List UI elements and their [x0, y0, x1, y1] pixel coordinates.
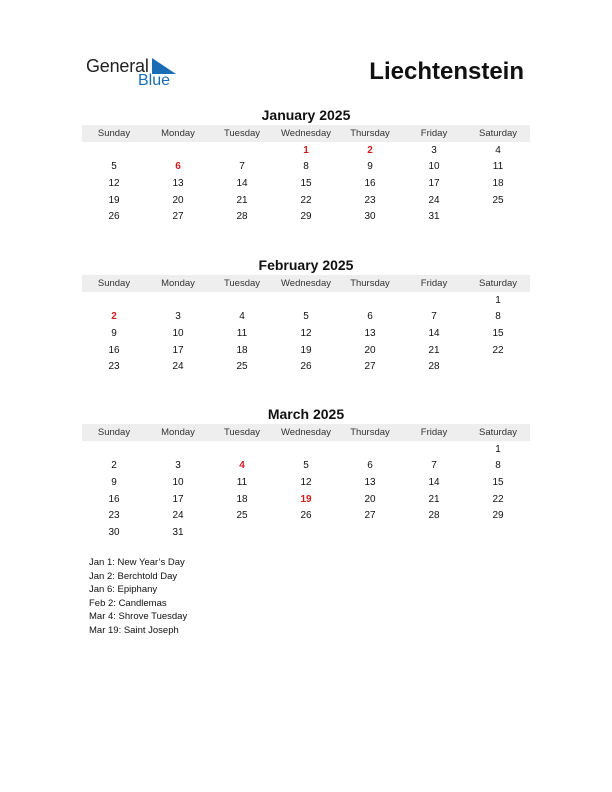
day-cell: 24: [172, 361, 184, 373]
weekday-label: Saturday: [478, 427, 518, 438]
week-row: [82, 142, 530, 159]
week-row: [82, 474, 530, 491]
weekday-label: Saturday: [478, 128, 518, 139]
day-cell: 5: [111, 161, 117, 173]
weekday-header-row: [82, 125, 530, 142]
day-cell: 8: [495, 311, 501, 323]
day-cell: 12: [108, 177, 120, 189]
day-cell: 12: [300, 476, 312, 488]
day-cell: 11: [492, 161, 504, 173]
week-row: [82, 342, 530, 359]
day-cell: 19: [300, 493, 312, 505]
day-cell: 26: [108, 211, 120, 223]
day-cell: 24: [428, 194, 440, 206]
day-cell: 25: [492, 194, 504, 206]
day-cell: 24: [172, 510, 184, 522]
generalblue-logo: [86, 56, 196, 92]
day-cell: 13: [364, 327, 376, 339]
holiday-item: Mar 4: Shrove Tuesday: [89, 611, 188, 622]
weekday-label: Saturday: [478, 278, 518, 289]
day-cell: 10: [428, 161, 440, 173]
day-cell: 17: [172, 344, 184, 356]
day-cell: 15: [300, 177, 312, 189]
weekday-label: Sunday: [97, 128, 131, 139]
holiday-item: Jan 1: New Year’s Day: [89, 557, 185, 568]
logo-blue-text: Blue: [138, 72, 171, 89]
day-cell: 21: [236, 194, 248, 206]
day-cell: 22: [300, 194, 312, 206]
day-cell: 6: [367, 311, 373, 323]
day-cell: 11: [236, 476, 248, 488]
day-cell: 28: [236, 211, 248, 223]
day-cell: 6: [367, 460, 373, 472]
weekday-label: Thursday: [350, 128, 390, 139]
day-cell: 2: [111, 460, 117, 472]
day-cell: 18: [492, 177, 504, 189]
week-row: [82, 192, 530, 209]
weekday-label: Thursday: [350, 427, 390, 438]
day-cell: 21: [428, 493, 440, 505]
day-cell: 14: [428, 476, 440, 488]
day-cell: 15: [492, 476, 504, 488]
day-cell: 15: [492, 327, 504, 339]
month-title: March 2025: [267, 406, 345, 422]
day-cell: 14: [236, 177, 248, 189]
day-cell: 18: [236, 344, 248, 356]
day-cell: 23: [108, 361, 120, 373]
day-cell: 1: [495, 443, 501, 455]
day-cell: 1: [495, 294, 501, 306]
day-cell: 8: [303, 161, 309, 173]
weekday-label: Wednesday: [281, 128, 331, 139]
weekday-label: Friday: [420, 427, 448, 438]
day-cell: 7: [431, 460, 437, 472]
day-cell: 1: [303, 144, 309, 156]
day-cell: 9: [367, 161, 373, 173]
day-cell: 2: [111, 311, 117, 323]
day-cell: 9: [111, 476, 117, 488]
day-cell: 20: [364, 344, 376, 356]
day-cell: 25: [236, 510, 248, 522]
weekday-label: Wednesday: [281, 278, 331, 289]
day-cell: 27: [364, 361, 376, 373]
day-cell: 23: [108, 510, 120, 522]
weekday-label: Monday: [161, 128, 195, 139]
week-row: [82, 507, 530, 524]
day-cell: 31: [172, 526, 184, 538]
week-row: [82, 292, 530, 309]
day-cell: 10: [172, 327, 184, 339]
day-cell: 6: [175, 161, 181, 173]
holiday-list: [89, 556, 187, 637]
day-cell: 28: [428, 361, 440, 373]
day-cell: 4: [239, 311, 245, 323]
week-row: [82, 309, 530, 326]
day-cell: 19: [300, 344, 312, 356]
weekday-label: Friday: [420, 128, 448, 139]
day-cell: 27: [364, 510, 376, 522]
day-cell: 20: [364, 493, 376, 505]
day-cell: 13: [172, 177, 184, 189]
holiday-item: Mar 19: Saint Joseph: [89, 624, 179, 636]
day-cell: 26: [300, 361, 312, 373]
week-row: [82, 175, 530, 192]
day-cell: 13: [364, 476, 376, 488]
day-cell: 30: [108, 526, 120, 538]
day-cell: 22: [492, 344, 504, 356]
day-cell: 9: [111, 327, 117, 339]
day-cell: 19: [108, 194, 120, 206]
weekday-label: Wednesday: [281, 427, 331, 438]
weekday-label: Tuesday: [223, 128, 261, 139]
day-cell: 5: [303, 311, 309, 323]
weekday-label: Monday: [161, 278, 195, 289]
weekday-header-row: [82, 424, 530, 441]
day-cell: 3: [175, 460, 181, 472]
week-row: [82, 524, 530, 541]
day-cell: 31: [428, 211, 440, 223]
day-cell: 16: [364, 177, 376, 189]
weekday-label: Tuesday: [223, 278, 261, 289]
day-cell: 4: [495, 144, 501, 156]
day-cell: 28: [428, 510, 440, 522]
weekday-label: Sunday: [97, 427, 131, 438]
week-row: [82, 491, 530, 508]
day-cell: 17: [428, 177, 440, 189]
day-cell: 7: [431, 311, 437, 323]
month-january: [82, 106, 530, 225]
day-cell: 2: [367, 144, 373, 156]
day-cell: 5: [303, 460, 309, 472]
day-cell: 23: [364, 194, 376, 206]
day-cell: 3: [175, 311, 181, 323]
day-cell: 7: [239, 161, 245, 173]
day-cell: 30: [364, 211, 376, 223]
day-cell: 17: [172, 493, 184, 505]
day-cell: 16: [108, 344, 120, 356]
week-row: [82, 441, 530, 458]
day-cell: 27: [172, 211, 184, 223]
holiday-item: Jan 6: Epiphany: [89, 584, 158, 595]
day-cell: 20: [172, 194, 184, 206]
day-cell: 29: [492, 510, 504, 522]
day-cell: 14: [428, 327, 440, 339]
day-cell: 22: [492, 493, 504, 505]
weekday-label: Friday: [420, 278, 448, 289]
week-row: [82, 458, 530, 475]
day-cell: 21: [428, 344, 440, 356]
weekday-label: Thursday: [350, 278, 390, 289]
day-cell: 4: [239, 460, 245, 472]
month-february: [82, 256, 530, 375]
day-cell: 10: [172, 476, 184, 488]
week-row: [82, 325, 530, 342]
day-cell: 18: [236, 493, 248, 505]
day-cell: 29: [300, 211, 312, 223]
day-cell: 16: [108, 493, 120, 505]
week-row: [82, 208, 530, 225]
month-march: [82, 405, 530, 541]
day-cell: 8: [495, 460, 501, 472]
day-cell: 26: [300, 510, 312, 522]
weekday-label: Sunday: [97, 278, 131, 289]
week-row: [82, 159, 530, 176]
day-cell: 3: [431, 144, 437, 156]
weekday-label: Monday: [161, 427, 195, 438]
week-row: [82, 358, 530, 375]
holiday-item: Feb 2: Candlemas: [89, 597, 167, 609]
month-title: January 2025: [261, 107, 351, 123]
weekday-header-row: [82, 275, 530, 292]
month-title: February 2025: [258, 257, 354, 273]
day-cell: 11: [236, 327, 248, 339]
day-cell: 25: [236, 361, 248, 373]
country-title: Liechtenstein: [369, 58, 524, 85]
holiday-item: Jan 2: Berchtold Day: [89, 570, 178, 582]
logo-general-text: General: [86, 56, 149, 76]
day-cell: 12: [300, 327, 312, 339]
weekday-label: Tuesday: [223, 427, 261, 438]
